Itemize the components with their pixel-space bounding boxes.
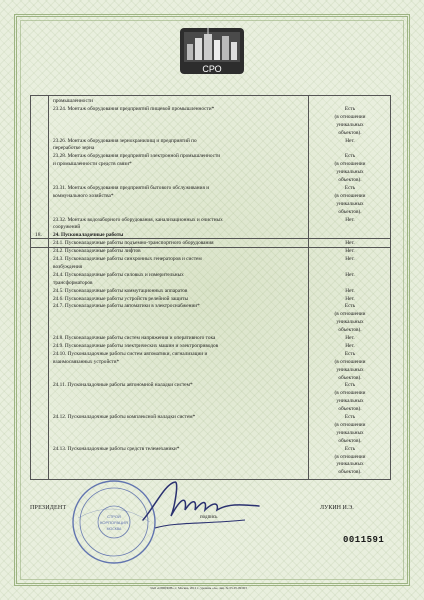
permission-status: Нет.	[345, 335, 355, 341]
permission-status: уникальных	[336, 200, 364, 207]
permission-status: уникальных	[336, 366, 364, 373]
work-type-text: 24.6. Пусконаладочные работы устройств релейной защиты	[53, 295, 189, 302]
work-type-text: переработке зерна	[53, 145, 95, 152]
permission-status: объектов).	[338, 129, 362, 136]
works-table	[30, 95, 391, 480]
permission-status: Нет.	[345, 256, 355, 262]
permission-status: объектов).	[338, 374, 362, 381]
permission-status: Есть	[344, 382, 356, 389]
emblem-lettering: СРО	[202, 64, 222, 74]
permission-status: (в отношении	[334, 311, 366, 318]
work-type-text: 23.26. Монтаж оборудования зернохранилищ и предприятий по	[53, 137, 197, 144]
permission-status: (в отношении	[334, 113, 366, 120]
permission-status: объектов).	[338, 327, 362, 334]
permission-status: Нет.	[345, 271, 355, 278]
work-type-text: и промышленности средств связи*	[53, 161, 132, 168]
permission-status: (в отношении	[334, 161, 366, 168]
permission-status: уникальных	[336, 429, 364, 436]
work-type-text: 24.4. Пусконаладочные работы силовых и измерительных	[53, 271, 184, 278]
work-type-text: коммунального хозяйства*	[53, 192, 114, 199]
permission-status: Нет.	[345, 342, 355, 349]
work-type-text: возбуждения	[53, 263, 83, 270]
svg-text:КОРПОРАЦИЯ: КОРПОРАЦИЯ	[100, 520, 128, 525]
permission-status: Нет.	[345, 295, 355, 302]
permission-status: Нет.	[345, 216, 355, 223]
row-number: 18.	[35, 232, 42, 239]
svg-text:СТРОЙ: СТРОЙ	[107, 514, 121, 519]
permission-status: (в отношении	[334, 453, 366, 460]
permission-status: уникальных	[336, 461, 364, 468]
serial-number: 0011591	[343, 535, 385, 545]
work-type-text: 24.10. Пусконаладочные работы систем автоматики, сигнализации и	[53, 350, 208, 357]
permission-status: Есть	[344, 105, 356, 112]
permission-status: Есть	[344, 350, 356, 357]
work-type-text: трансформаторов	[53, 279, 93, 286]
work-type-text: 24.9. Пусконаладочные работы электрических машин и электроприводов	[53, 342, 219, 349]
permission-status: Есть	[344, 303, 356, 310]
permission-status: Есть	[344, 445, 356, 452]
permission-status: объектов).	[338, 406, 362, 413]
svg-text:МОСКВА: МОСКВА	[106, 527, 122, 531]
permission-status: уникальных	[336, 398, 364, 405]
printer-footer: ЗАО «ОПЦИОН», г. Москва, 2012 г., уровень «А», лиц. № 05-05-09/003	[150, 586, 247, 590]
work-type-text: взаимосвязанных устройств*	[53, 358, 120, 365]
permission-status: Нет.	[345, 137, 355, 144]
permission-status: уникальных	[336, 169, 364, 176]
work-type-text: 24. Пусконаладочные работы	[53, 232, 124, 239]
signatory-title: ПРЕЗИДЕНТ	[30, 505, 67, 511]
work-type-text: 24.8. Пусконаладочные работы систем напряжения и оперативного тока	[53, 335, 216, 341]
permission-status: Есть	[344, 414, 356, 420]
work-type-text: 24.13. Пусконаладочные работы средств телемеханики*	[53, 445, 180, 452]
work-type-text: 24.12. Пусконаладочные работы комплексной наладки систем*	[53, 414, 196, 420]
permission-status: (в отношении	[334, 390, 366, 397]
work-type-text: 24.2. Пусконаладочные работы лифтов	[53, 248, 141, 255]
work-type-text: 23.28. Монтаж оборудования предприятий электронной промышленности	[53, 153, 221, 160]
permission-status: Нет.	[345, 287, 355, 294]
signature-caption: подпись	[200, 515, 218, 520]
permission-status: (в отношении	[334, 192, 366, 199]
permission-status: Нет.	[345, 240, 355, 247]
permission-status: (в отношении	[334, 421, 366, 428]
work-type-text: 24.11. Пусконаладочные работы автономной наладки систем*	[53, 382, 193, 389]
permission-status: уникальных	[336, 121, 364, 128]
work-type-text: 23.32. Монтаж водозаборного оборудования, канализационных и очистных	[53, 216, 223, 223]
work-type-text: 24.7. Пусконаладочные работы автоматики в электроснабжении*	[53, 303, 200, 310]
permission-status: объектов).	[338, 177, 362, 183]
work-type-text: 23.24. Монтаж оборудования предприятий пищевой промышленности*	[53, 105, 215, 112]
handwritten-signature-icon	[135, 476, 265, 534]
column-divider	[48, 96, 49, 479]
permission-status: Нет.	[345, 248, 355, 255]
permission-status: объектов).	[338, 437, 362, 444]
work-type-text: промышленности	[53, 98, 93, 104]
column-divider	[308, 96, 309, 479]
permission-status: уникальных	[336, 319, 364, 326]
permission-status: объектов).	[338, 208, 362, 215]
permission-status: Есть	[344, 153, 356, 160]
work-type-text: 24.5. Пусконаладочные работы коммутационных аппаратов	[53, 287, 188, 294]
sro-emblem-icon	[178, 22, 246, 80]
permission-status: Есть	[344, 184, 356, 191]
permission-status: (в отношении	[334, 358, 366, 365]
work-type-text: 23.31. Монтаж оборудования предприятий бытового обслуживания и	[53, 184, 210, 191]
work-type-text: сооружений	[53, 224, 81, 231]
permission-status: объектов).	[338, 469, 362, 476]
work-type-text: 24.3. Пусконаладочные работы синхронных генераторов и систем	[53, 256, 202, 262]
work-type-text: 24.1. Пусконаладочные работы подъемно-транспортного оборудования	[53, 240, 214, 247]
signatory-name: ЛУКИН И.Э.	[320, 505, 354, 511]
